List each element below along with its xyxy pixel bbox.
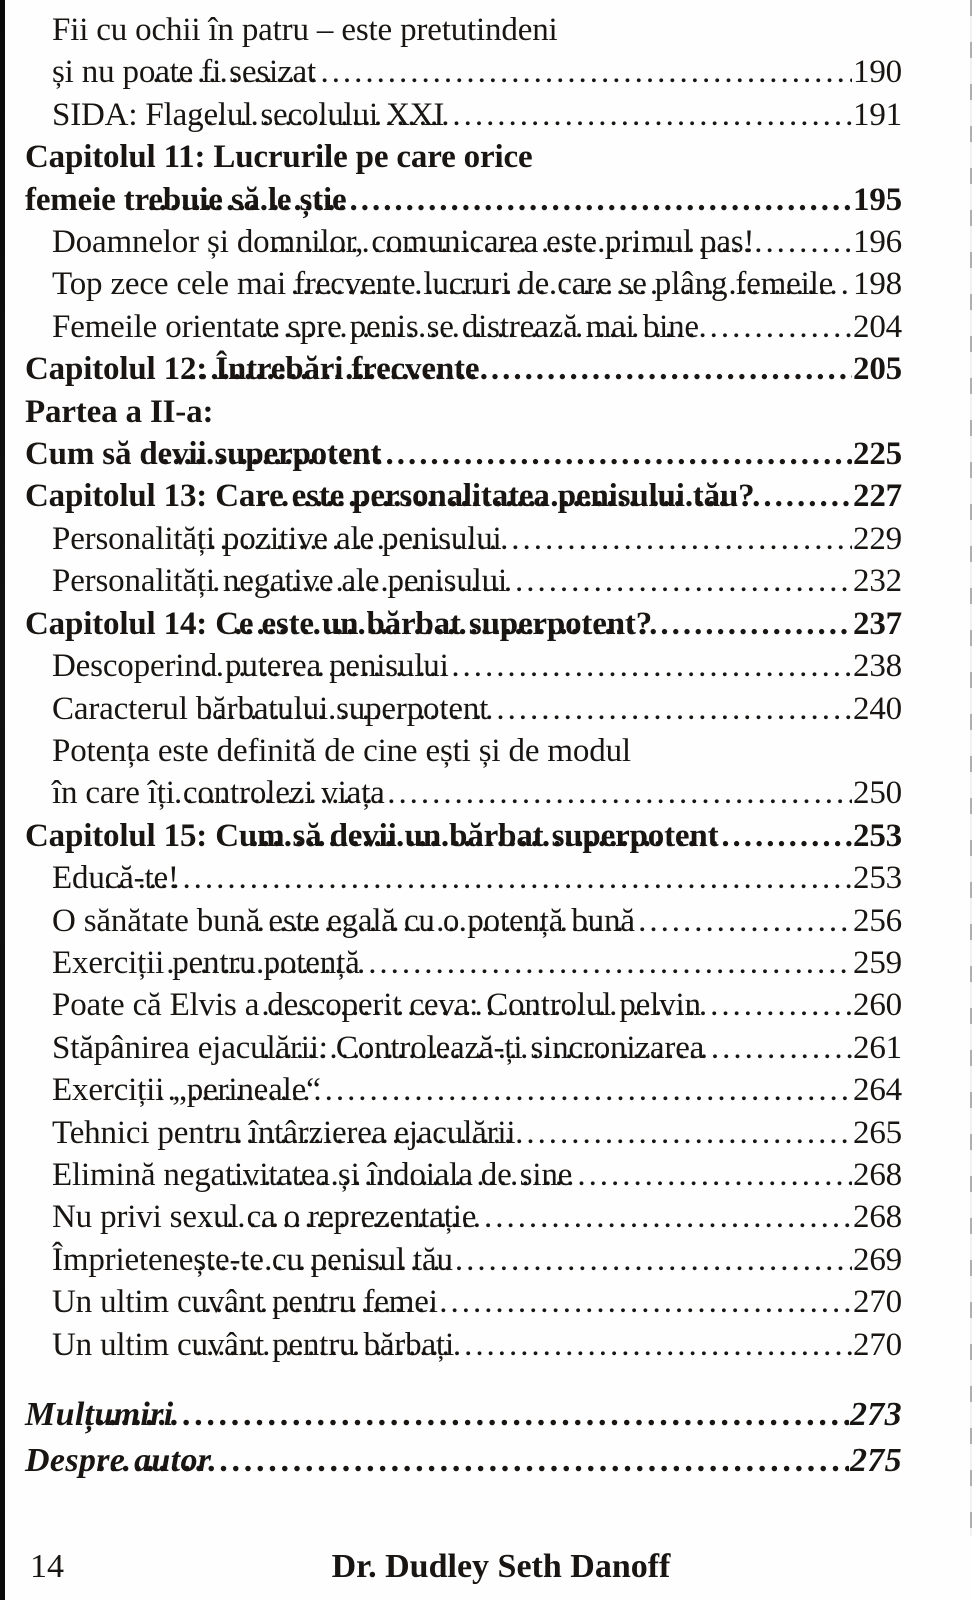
toc-entry <box>25 94 902 136</box>
toc-entry-page: 195 <box>852 181 902 218</box>
toc-entry <box>25 263 902 305</box>
toc-entry-page: 253 <box>852 860 902 897</box>
dot-leader <box>197 1239 852 1281</box>
toc-entry <box>25 772 902 814</box>
toc-entry-label: Nu privi sexul ca o reprezentație <box>52 1199 485 1236</box>
toc-entry-page: 237 <box>852 605 902 642</box>
back-matter-label: Mulțumiri <box>25 1396 183 1433</box>
toc-entry-chapter <box>25 348 902 390</box>
toc-entry-label: Capitolul 14: Ce este un bărbat superpotent? <box>25 605 653 642</box>
back-matter-page: 275 <box>849 1442 902 1479</box>
dot-leader <box>250 815 852 857</box>
dot-leader <box>152 51 852 93</box>
toc-entry <box>25 942 902 984</box>
back-matter-page: 273 <box>849 1396 902 1433</box>
toc-entry <box>25 1196 902 1238</box>
toc-entry-page: 238 <box>852 648 902 685</box>
section-gap <box>25 1366 902 1392</box>
toc-entry-label: Top zece cele mai frecvente lucruri de care se plâng femeile <box>52 266 842 303</box>
toc-entry <box>25 1239 902 1281</box>
dot-leader <box>148 179 852 221</box>
toc-entry-page: 256 <box>852 902 902 939</box>
dot-leader <box>156 1069 852 1111</box>
toc-entry-label: Personalități negative ale penisului <box>52 563 516 600</box>
toc-entry <box>25 1027 902 1069</box>
dot-leader <box>195 1324 852 1366</box>
toc-entry-page: 196 <box>852 224 902 261</box>
toc-entry-label: și nu poate fi sesizat <box>52 54 316 91</box>
toc-entry-part <box>25 433 902 475</box>
toc-entry-chapter <box>25 179 902 221</box>
toc-entry-label: Exerciții pentru potență <box>52 944 360 981</box>
toc-entry-chapter <box>25 603 902 645</box>
toc-entry-page: 229 <box>852 520 902 557</box>
toc-entry-page: 227 <box>852 478 902 515</box>
folio-page-number: 14 <box>30 1548 64 1585</box>
toc-entry <box>25 518 902 560</box>
toc-entry-label: Stăpânirea ejaculării: Controlează-ți sincronizarea <box>52 1029 713 1066</box>
toc-entry <box>25 560 902 602</box>
toc-entry-label: Femeile orientate spre penis se distrează mai bine <box>52 308 708 345</box>
toc-entry-label: Fii cu ochii în patru – este pretutindeni <box>52 12 558 48</box>
dot-leader <box>291 263 852 305</box>
toc-entry-label: SIDA: Flagelul secolului XXI <box>52 96 453 133</box>
dot-leader <box>262 1027 852 1069</box>
toc-entry-label: Un ultim cuvânt pentru femei <box>52 1284 446 1321</box>
toc-entry <box>25 1281 902 1323</box>
toc-entry-page: 259 <box>852 944 902 981</box>
toc-entry-label: Potența este definită de cine ești și de modul <box>52 732 631 769</box>
running-title: Dr. Dudley Seth Danoff <box>331 1548 671 1585</box>
toc-entry <box>25 51 902 93</box>
toc-entry-label: Poate că Elvis a descoperit ceva: Controlul pelvin <box>52 987 709 1024</box>
toc-entry-label: în care îți controlezi viața <box>52 775 385 812</box>
toc-entry-page: 253 <box>852 817 902 854</box>
toc-entry-page: 225 <box>852 436 902 473</box>
dot-leader <box>193 645 852 687</box>
toc-entry-label: Capitolul 15: Cum să devii un bărbat superpotent <box>25 817 719 854</box>
toc-entry-label: Un ultim cuvânt pentru bărbați <box>52 1326 454 1363</box>
toc-entry-label: Împrietenește-te cu penisul tău <box>52 1241 461 1278</box>
toc-entry-page: 270 <box>852 1326 902 1363</box>
dot-leader <box>188 348 852 390</box>
toc-entry-label: Educă-te! <box>52 860 179 897</box>
toc-entry <box>25 688 902 730</box>
dot-leader <box>174 772 852 814</box>
toc-entry-page: 264 <box>852 1072 902 1109</box>
toc-entry-page: 190 <box>852 54 902 91</box>
toc-entry-page: 268 <box>852 1156 902 1193</box>
toc-entry-label: Caracterul bărbatului superpotent <box>52 690 489 727</box>
toc-entry-page: 250 <box>852 775 902 812</box>
toc-entry-label: Personalități pozitive ale penisului <box>52 520 502 557</box>
toc-entry-page: 270 <box>852 1284 902 1321</box>
dot-leader <box>245 900 852 942</box>
toc-entry <box>25 1069 902 1111</box>
dot-leader <box>192 1281 852 1323</box>
dot-leader <box>258 475 852 517</box>
toc-entry <box>25 984 902 1026</box>
dot-leader <box>205 688 852 730</box>
dot-leader <box>230 1154 852 1196</box>
page-footer <box>0 1543 972 1591</box>
toc-entry <box>25 1154 902 1196</box>
toc-entry-label: O sănătate bună este egală cu o potență bună <box>52 902 643 939</box>
dot-leader <box>261 984 852 1026</box>
toc-entry-page: 205 <box>852 351 902 388</box>
toc-entry-page: 232 <box>852 563 902 600</box>
back-matter-entry <box>25 1438 902 1484</box>
toc-entry-chapter <box>25 475 902 517</box>
dot-leader <box>212 1112 852 1154</box>
dot-leader <box>161 433 852 475</box>
toc-entry-label: Capitolul 12: Întrebări frecvente <box>25 351 480 388</box>
dot-leader <box>98 1438 849 1484</box>
toc-entry-page: 191 <box>852 96 902 133</box>
toc-entry <box>25 1324 902 1366</box>
dot-leader <box>194 94 852 136</box>
toc-entry-chapter <box>25 136 902 178</box>
toc-entry <box>25 730 902 772</box>
dot-leader <box>212 560 852 602</box>
toc-entry <box>25 1112 902 1154</box>
dot-leader <box>166 942 852 984</box>
toc-entry-label: Partea a II-a: <box>25 393 214 430</box>
toc-entry-label: Tehnici pentru întârzierea ejaculării <box>52 1114 516 1151</box>
toc-entry-page: 261 <box>852 1029 902 1066</box>
dot-leader <box>261 306 852 348</box>
toc-entry-label: Capitolul 13: Care este personalitatea penisului tău? <box>25 478 755 515</box>
toc-entry-label: Exerciții „perineale“ <box>52 1072 329 1109</box>
toc-entry-chapter <box>25 815 902 857</box>
toc-entry <box>25 900 902 942</box>
toc-entry-label: Cum să devii superpotent <box>25 436 390 473</box>
back-matter-entry <box>25 1392 902 1438</box>
table-of-contents <box>25 9 902 1484</box>
toc-entry-page: 204 <box>852 308 902 345</box>
back-matter-label: Despre autor <box>25 1442 221 1479</box>
dot-leader <box>85 1392 849 1438</box>
toc-entry-label: Capitolul 11: Lucrurile pe care orice <box>25 139 533 176</box>
dot-leader <box>234 603 852 645</box>
toc-entry <box>25 857 902 899</box>
toc-entry <box>25 645 902 687</box>
toc-entry <box>25 9 902 51</box>
toc-entry-page: 269 <box>852 1241 902 1278</box>
toc-entry-page: 265 <box>852 1114 902 1151</box>
dot-leader <box>204 1196 852 1238</box>
dot-leader <box>104 857 852 899</box>
toc-entry-label: Descoperind puterea penisului <box>52 648 449 685</box>
toc-entry-page: 240 <box>852 690 902 727</box>
toc-entry-label: femeie trebuie să le știe <box>25 181 347 218</box>
dot-leader <box>208 518 852 560</box>
toc-entry-part <box>25 391 902 433</box>
scan-edge-left <box>0 0 5 1600</box>
toc-entry <box>25 306 902 348</box>
toc-entry-page: 198 <box>852 266 902 303</box>
toc-entry-page: 268 <box>852 1199 902 1236</box>
toc-entry-label: Elimină negativitatea și îndoiala de sine <box>52 1156 581 1193</box>
toc-entry-page: 260 <box>852 987 902 1024</box>
toc-entry-label: Doamnelor și domnilor, comunicarea este primul pas! <box>52 224 755 261</box>
dot-leader <box>272 221 852 263</box>
toc-entry <box>25 221 902 263</box>
